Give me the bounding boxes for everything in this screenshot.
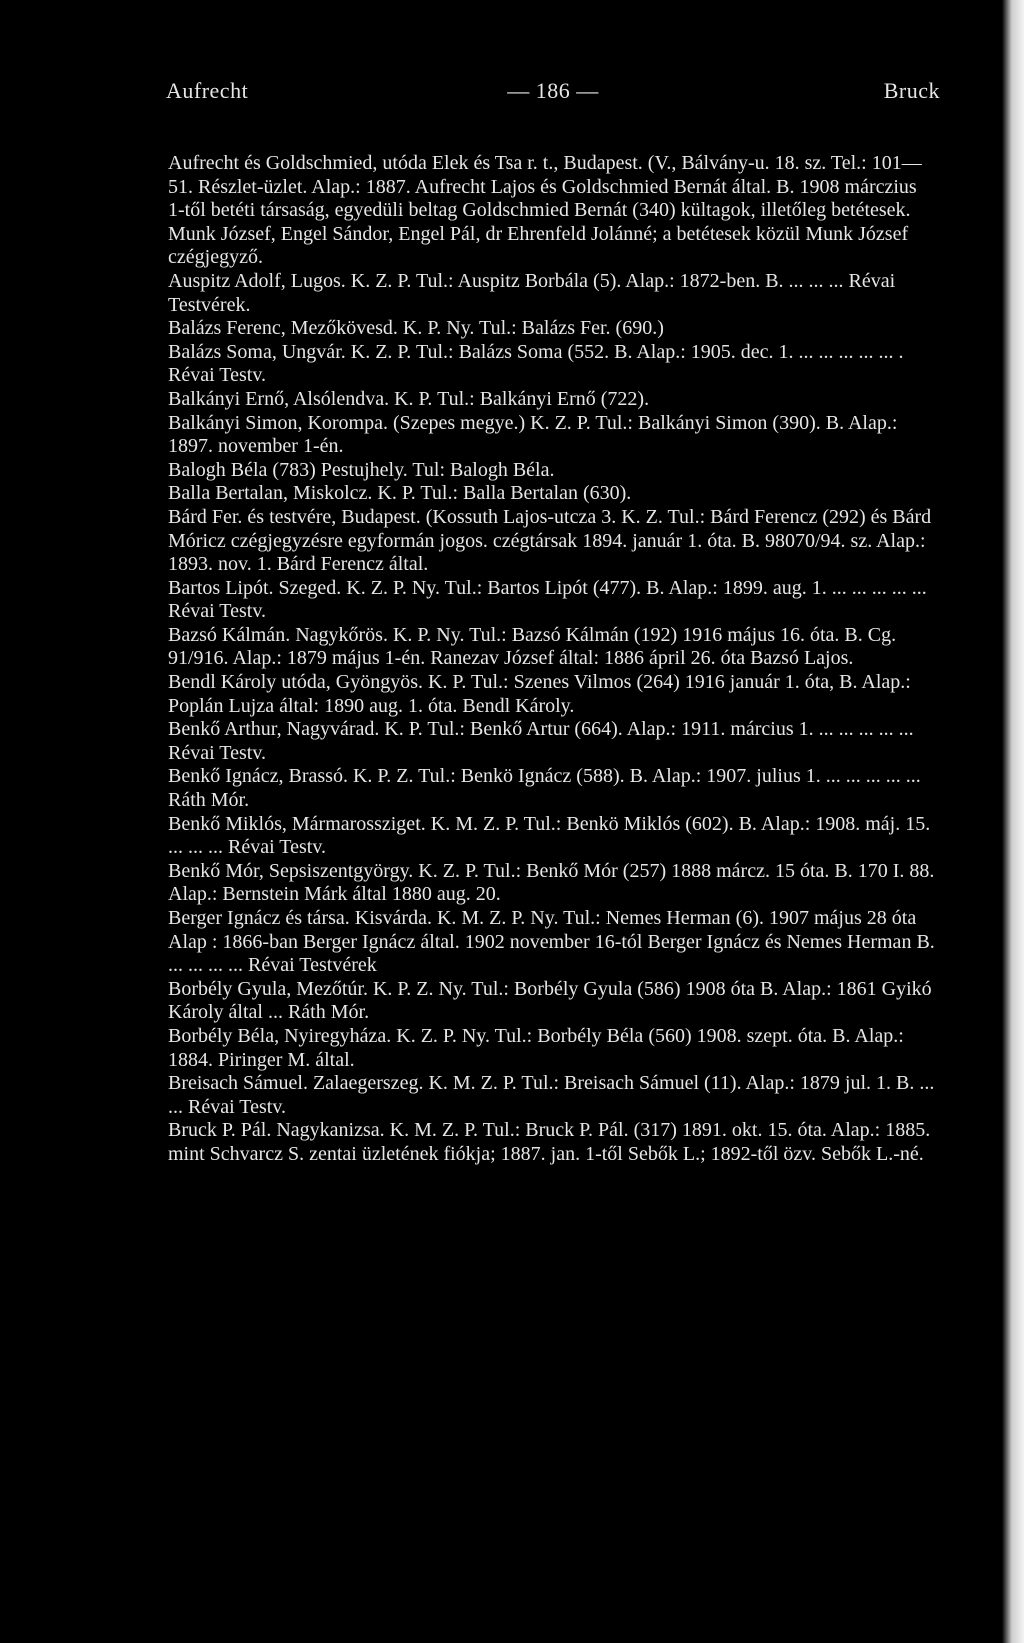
entry-text: Borbély Béla, Nyiregyháza. K. Z. P. Ny. Tul.: Borbély Béla (560) 1908. szept. óta. B. Alap.: 1884. Piringer M. által.: [168, 1024, 904, 1071]
header-right-word: Bruck: [883, 78, 940, 103]
entry-balla-bertalan: [168, 482, 938, 506]
entry-text: Breisach Sámuel. Zalaegerszeg. K. M. Z. P. Tul.: Breisach Sámuel (11). Alap.: 1879 jul. 1. B. ... ... Révai Testv.: [168, 1072, 935, 1118]
entry-benko-miklos: [168, 813, 938, 860]
running-header: [166, 70, 940, 110]
entry-text: Balázs Soma, Ungvár. K. Z. P. Tul.: Balázs Soma (552. B. Alap.: 1905. dec. 1. ... ... ... ... ... . Révai Testv.: [168, 340, 904, 387]
header-left-word: Aufrecht: [166, 78, 249, 103]
entry-text: Balla Bertalan, Miskolcz. K. P. Tul.: Balla Bertalan (630).: [168, 482, 632, 505]
entry-text: Benkő Ignácz, Brassó. K. P. Z. Tul.: Benkö Ignácz (588). B. Alap.: 1907. julius 1. ... ... ... ... ... Ráth Mór.: [168, 765, 921, 812]
entry-breisach-samuel: [168, 1072, 938, 1119]
entry-text: Bazsó Kálmán. Nagykőrös. K. P. Ny. Tul.: Bazsó Kálmán (192) 1916 május 16. óta. B. Cg. 91/916. Alap.: 1879 május 1-én. Ranezav József által: 1886 ápril 26. óta Bazsó Lajos.: [168, 623, 897, 670]
entry-balogh-bela: [168, 459, 938, 483]
entry-borbely-bela: [168, 1025, 938, 1072]
entry-text: Bartos Lipót. Szeged. K. Z. P. Ny. Tul.: Bartos Lipót (477). B. Alap.: 1899. aug. 1. ... ... ... ... ... Révai Testv.: [168, 576, 927, 623]
entry-text: Borbély Gyula, Mezőtúr. K. P. Z. Ny. Tul.: Borbély Gyula (586) 1908 óta B. Alap.: 1861 Gyikó Károly által ... Ráth Mór.: [168, 977, 932, 1024]
entry-text: Benkő Miklós, Mármarossziget. K. M. Z. P. Tul.: Benkö Miklós (602). B. Alap.: 1908. máj. 15. ... ... ... Révai Testv.: [168, 812, 931, 859]
entry-text: Aufrecht és Goldschmied, utóda Elek és Tsa r. t., Budapest. (V., Bálvány-u. 18. sz. Tel.: 101—51. Részlet-üzlet. Alap.: 1887. Aufrecht Lajos és Goldschmied Bernát által. B. 1908 márczius 1-től betéti társaság, egyedüli beltag Goldschmied Bernát (340) kültagok, illetőleg betétesek. Munk József, Engel Sándor, Engel Pál, dr Ehrenfeld Jolánné; a betétesek közül Munk József czégjegyző.: [168, 152, 922, 269]
entry-text: Bruck P. Pál. Nagykanizsa. K. M. Z. P. Tul.: Bruck P. Pál. (317) 1891. okt. 15. óta. Alap.: 1885. mint Schvarcz S. zentai üzletének fiókja; 1887. jan. 1-től Sebők L.; 1892-től özv. Sebők L.-né.: [168, 1119, 931, 1165]
entry-benko-mor: [168, 860, 938, 907]
entry-bazso-kalman: [168, 624, 938, 671]
entry-text: Bárd Fer. és testvére, Budapest. (Kossuth Lajos-utcza 3. K. Z. Tul.: Bárd Ferencz (292) és Bárd Móricz czégjegyzésre egyformán jogos. czégtársak 1894. január 1. óta. B. 98070/94. sz. Alap.: 1893. nov. 1. Bárd Ferencz által.: [168, 505, 932, 576]
entry-benko-arthur: [168, 718, 938, 765]
page-edge: [1002, 0, 1024, 1643]
entry-text: Balkányi Simon, Korompa. (Szepes megye.) K. Z. P. Tul.: Balkányi Simon (390). B. Alap.: 1897. november 1-én.: [168, 411, 898, 458]
entry-aufrecht: [168, 152, 938, 270]
entry-balazs-soma: [168, 341, 938, 388]
entry-text: Bendl Károly utóda, Gyöngyös. K. P. Tul.: Szenes Vilmos (264) 1916 január 1. óta, B. Alap.: Poplán Lujza által: 1890 aug. 1. óta. Bendl Károly.: [168, 671, 911, 717]
entry-text: Balázs Ferenc, Mezőkövesd. K. P. Ny. Tul.: Balázs Fer. (690.): [168, 317, 664, 340]
entries-list: [168, 152, 938, 1167]
entry-bruck-pal: [168, 1119, 938, 1166]
entry-balkanyi-erno: [168, 388, 938, 412]
entry-bartos-lipot: [168, 577, 938, 624]
entry-benko-ignacz: [168, 765, 938, 812]
entry-text: Benkő Mór, Sepsiszentgyörgy. K. Z. P. Tul.: Benkő Mór (257) 1888 márcz. 15 óta. B. 170 I. 88. Alap.: Bernstein Márk által 1880 aug. 20.: [168, 859, 935, 906]
entry-bendl-karoly: [168, 671, 938, 718]
entry-text: Balogh Béla (783) Pestujhely. Tul: Balogh Béla.: [168, 458, 555, 481]
entry-borbely-gyula: [168, 978, 938, 1025]
entry-balkanyi-simon: [168, 412, 938, 459]
entry-text: Balkányi Ernő, Alsólendva. K. P. Tul.: Balkányi Ernő (722).: [168, 387, 650, 410]
entry-text: Berger Ignácz és társa. Kisvárda. K. M. Z. P. Ny. Tul.: Nemes Herman (6). 1907 május 28 óta Alap : 1866-ban Berger Ignácz által. 1902 november 16-tól Berger Ignácz és Nemes Herman B. ... ... ... ... Révai Testvérek: [168, 907, 935, 977]
entry-text: Auspitz Adolf, Lugos. K. Z. P. Tul.: Auspitz Borbála (5). Alap.: 1872-ben. B. ... ... ... Révai Testvérek.: [168, 269, 896, 316]
entry-berger-ignacz: [168, 907, 938, 978]
entry-bard-fer: [168, 506, 938, 577]
entry-text: Benkő Arthur, Nagyvárad. K. P. Tul.: Benkő Artur (664). Alap.: 1911. március 1. ... ... ... ... ... Révai Testv.: [168, 718, 914, 764]
entry-balazs-ferenc: [168, 317, 938, 341]
entry-auspitz: [168, 270, 938, 317]
page-number: — 186 —: [507, 78, 599, 103]
